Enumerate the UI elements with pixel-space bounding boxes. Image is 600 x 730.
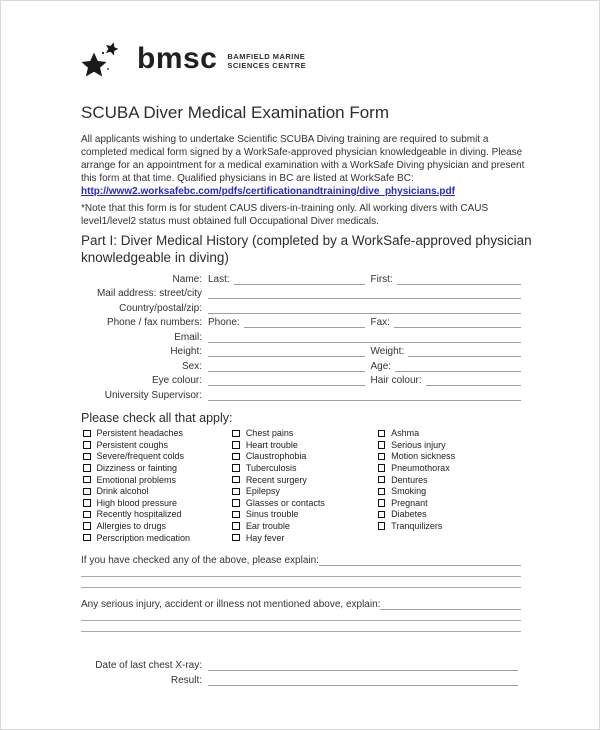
xray-date-row bbox=[81, 656, 521, 671]
note-paragraph: *Note that this form is for student CAUS divers-in-training only. All working divers with CAUS level1/level2 status must obtained full Occupational Diver medicals. bbox=[81, 203, 489, 227]
checklist-item-label: Persistent headaches bbox=[96, 428, 184, 439]
xray-result-row bbox=[81, 671, 521, 686]
checklist-item-label: Recent surgery bbox=[245, 474, 307, 485]
checklist-item bbox=[83, 428, 232, 440]
sex-field[interactable] bbox=[208, 360, 365, 372]
country-field[interactable] bbox=[208, 302, 521, 314]
fax-label: Fax: bbox=[370, 317, 390, 328]
checkbox[interactable] bbox=[232, 476, 240, 484]
checklist-item-label: Glasses or contacts bbox=[245, 497, 325, 508]
weight-field[interactable] bbox=[408, 345, 521, 357]
logo bbox=[81, 39, 521, 81]
checklist-item bbox=[83, 451, 232, 463]
checklist-item-label: Pregnant bbox=[391, 497, 428, 508]
mail-field[interactable] bbox=[208, 287, 521, 299]
checklist-item bbox=[378, 428, 521, 440]
checklist-item bbox=[83, 532, 232, 544]
weight-label: Weight: bbox=[370, 346, 405, 357]
supervisor-field[interactable] bbox=[208, 389, 521, 401]
checkbox[interactable] bbox=[83, 499, 91, 507]
checklist-item-label: Perscription medication bbox=[96, 532, 191, 543]
checklist-item bbox=[232, 497, 377, 509]
checklist-item bbox=[378, 462, 521, 474]
checkbox[interactable] bbox=[378, 522, 386, 530]
checklist-item bbox=[232, 474, 377, 486]
field-row-supervisor bbox=[81, 386, 521, 401]
checkbox[interactable] bbox=[378, 511, 386, 519]
checklist-item-label: Tranquilizers bbox=[391, 521, 443, 532]
hair-colour-field[interactable] bbox=[426, 374, 521, 386]
email-label: Email: bbox=[174, 331, 202, 343]
checklist-item bbox=[232, 532, 377, 544]
checkbox[interactable] bbox=[83, 441, 91, 449]
checklist-item-label: Chest pains bbox=[245, 428, 294, 439]
field-row-phone bbox=[81, 314, 521, 329]
xray-date-field[interactable] bbox=[208, 659, 518, 671]
checkbox[interactable] bbox=[83, 476, 91, 484]
checklist-item bbox=[83, 462, 232, 474]
intro-paragraph bbox=[81, 133, 533, 198]
checklist-item bbox=[378, 451, 521, 463]
checkbox[interactable] bbox=[83, 430, 91, 438]
checkbox[interactable] bbox=[378, 499, 386, 507]
checklist-item bbox=[378, 485, 521, 497]
starfish-icon bbox=[81, 39, 133, 81]
checklist-item-label: Emotional problems bbox=[96, 474, 177, 485]
checklist-column-1 bbox=[83, 428, 232, 544]
checklist-column-2 bbox=[232, 428, 377, 544]
checklist-heading: Please check all that apply: bbox=[81, 410, 233, 425]
checklist-item bbox=[232, 520, 377, 532]
explain-line[interactable] bbox=[81, 610, 521, 621]
xray-section bbox=[81, 656, 521, 686]
checkbox[interactable] bbox=[83, 534, 91, 542]
checkbox[interactable] bbox=[378, 464, 386, 472]
checklist-item-label: Serious injury bbox=[391, 439, 446, 450]
checklist-item bbox=[378, 474, 521, 486]
checklist-item bbox=[83, 474, 232, 486]
checklist-item-label: Tuberculosis bbox=[245, 463, 297, 474]
checkbox[interactable] bbox=[378, 453, 386, 461]
intro-text: All applicants wishing to undertake Scientific SCUBA Diving training are required to submit a completed medical form signed by a WorkSafe-approved physician knowledgeable in diving. Please arrange for an appointment for a medical examination with a WorkSafe Diving physician and present this form at that time. Qualified physicians in BC are listed at WorkSafe BC: bbox=[81, 134, 525, 184]
checklist-item-label: Ear trouble bbox=[245, 521, 290, 532]
xray-date-label: Date of last chest X-ray: bbox=[95, 660, 202, 672]
checklist-item-label: Heart trouble bbox=[245, 439, 298, 450]
explain-checked-field[interactable] bbox=[319, 554, 521, 566]
checkbox[interactable] bbox=[232, 534, 240, 542]
checklist-item bbox=[83, 509, 232, 521]
country-label: Country/postal/zip: bbox=[119, 302, 202, 314]
name-first-label: First: bbox=[370, 273, 393, 285]
checklist-item bbox=[378, 509, 521, 521]
checklist-item-label: Persistent coughs bbox=[96, 439, 169, 450]
checkbox[interactable] bbox=[232, 488, 240, 496]
checkbox[interactable] bbox=[83, 488, 91, 496]
explain-checked-row bbox=[81, 553, 521, 566]
age-label: Age: bbox=[370, 360, 392, 372]
org-line2: SCIENCES CENTRE bbox=[227, 61, 307, 70]
checklist-item-label: Dentures bbox=[391, 474, 428, 485]
checklist-item-label: Drink alcohol bbox=[96, 486, 149, 497]
explain-line[interactable] bbox=[81, 621, 521, 632]
checklist-item bbox=[378, 520, 521, 532]
checklist bbox=[83, 428, 521, 544]
explain-checked-label: If you have checked any of the above, please explain: bbox=[81, 555, 319, 567]
checklist-item-label: Sinus trouble bbox=[245, 509, 299, 520]
checklist-item bbox=[378, 497, 521, 509]
checkbox[interactable] bbox=[378, 441, 386, 449]
name-label: Name: bbox=[172, 273, 202, 285]
eye-colour-field[interactable] bbox=[208, 374, 365, 386]
explain-injury-field[interactable] bbox=[380, 598, 521, 610]
phone-label: Phone: bbox=[208, 317, 240, 328]
org-name bbox=[227, 52, 306, 70]
checklist-item-label: Diabetes bbox=[391, 509, 427, 520]
checklist-item bbox=[83, 439, 232, 451]
height-label: Height: bbox=[170, 346, 202, 357]
eye-colour-label: Eye colour: bbox=[151, 375, 202, 386]
sex-label: Sex: bbox=[181, 360, 202, 372]
checkbox[interactable] bbox=[83, 511, 91, 519]
checklist-item bbox=[83, 520, 232, 532]
hair-colour-label: Hair colour: bbox=[370, 375, 422, 386]
checkbox[interactable] bbox=[378, 476, 386, 484]
org-line1: BAMFIELD MARINE bbox=[227, 52, 306, 61]
checkbox[interactable] bbox=[232, 430, 240, 438]
checklist-item bbox=[83, 485, 232, 497]
phone-field[interactable] bbox=[244, 316, 365, 328]
xray-result-label: Result: bbox=[170, 675, 202, 687]
explain-line[interactable] bbox=[81, 577, 521, 588]
checkbox[interactable] bbox=[232, 464, 240, 472]
email-field[interactable] bbox=[208, 331, 521, 343]
field-row-name bbox=[81, 270, 521, 285]
checklist-item-label: Epilepsy bbox=[245, 486, 280, 497]
checkbox[interactable] bbox=[378, 488, 386, 496]
checkbox[interactable] bbox=[232, 453, 240, 461]
checklist-item bbox=[232, 428, 377, 440]
checkbox[interactable] bbox=[232, 499, 240, 507]
age-field[interactable] bbox=[395, 360, 521, 372]
checklist-item bbox=[232, 462, 377, 474]
phone-row-label: Phone / fax numbers: bbox=[106, 317, 202, 328]
checklist-item bbox=[232, 451, 377, 463]
explain-line[interactable] bbox=[81, 566, 521, 577]
height-field[interactable] bbox=[208, 345, 365, 357]
checklist-item-label: Claustrophobia bbox=[245, 451, 307, 462]
checkbox[interactable] bbox=[232, 511, 240, 519]
checklist-item-label: Motion sickness bbox=[391, 451, 456, 462]
checklist-item bbox=[232, 509, 377, 521]
field-row-email bbox=[81, 328, 521, 343]
diver-info-fields bbox=[81, 270, 521, 401]
checkbox[interactable] bbox=[83, 522, 91, 530]
fax-field[interactable] bbox=[394, 316, 521, 328]
checklist-column-3 bbox=[378, 428, 521, 544]
checkbox[interactable] bbox=[232, 522, 240, 530]
field-row-sex bbox=[81, 357, 521, 372]
name-last-field[interactable] bbox=[234, 273, 365, 285]
field-row-mail bbox=[81, 285, 521, 300]
explain-injury-label: Any serious injury, accident or illness not mentioned above, explain: bbox=[81, 599, 381, 611]
checklist-item bbox=[83, 497, 232, 509]
checklist-item-label: High blood pressure bbox=[96, 497, 178, 508]
name-first-field[interactable] bbox=[397, 273, 521, 285]
checklist-item-label: Hay fever bbox=[245, 532, 285, 543]
checklist-item bbox=[232, 485, 377, 497]
checklist-item-label: Recently hospitalized bbox=[96, 509, 182, 520]
field-row-height bbox=[81, 343, 521, 358]
part1-heading: Part I: Diver Medical History (completed by a WorkSafe-approved physician knowledgeable in diving) bbox=[81, 233, 532, 265]
xray-result-field[interactable] bbox=[208, 674, 518, 686]
checklist-item-label: Pneumothorax bbox=[391, 463, 450, 474]
field-row-country bbox=[81, 299, 521, 314]
checklist-item-label: Ashma bbox=[391, 428, 420, 439]
supervisor-label: University Supervisor: bbox=[104, 389, 202, 401]
explain-injury-row bbox=[81, 597, 521, 610]
checkbox[interactable] bbox=[83, 453, 91, 461]
page-title: SCUBA Diver Medical Examination Form bbox=[81, 103, 389, 122]
checkbox[interactable] bbox=[378, 430, 386, 438]
checkbox[interactable] bbox=[83, 464, 91, 472]
name-last-label: Last: bbox=[208, 273, 230, 285]
checklist-item bbox=[378, 439, 521, 451]
checklist-item-label: Dizziness or fainting bbox=[96, 463, 178, 474]
checklist-item-label: Allergies to drugs bbox=[96, 521, 167, 532]
field-row-eye bbox=[81, 372, 521, 387]
checklist-item bbox=[232, 439, 377, 451]
brand-name: bmsc bbox=[137, 42, 218, 75]
checklist-item-label: Smoking bbox=[391, 486, 427, 497]
mail-label: Mail address: street/city bbox=[96, 288, 202, 299]
worksafe-physicians-link[interactable]: http://www2.worksafebc.com/pdfs/certificationandtraining/dive_physicians.pdf bbox=[81, 186, 455, 197]
checkbox[interactable] bbox=[232, 441, 240, 449]
checklist-item-label: Severe/frequent colds bbox=[96, 451, 185, 462]
